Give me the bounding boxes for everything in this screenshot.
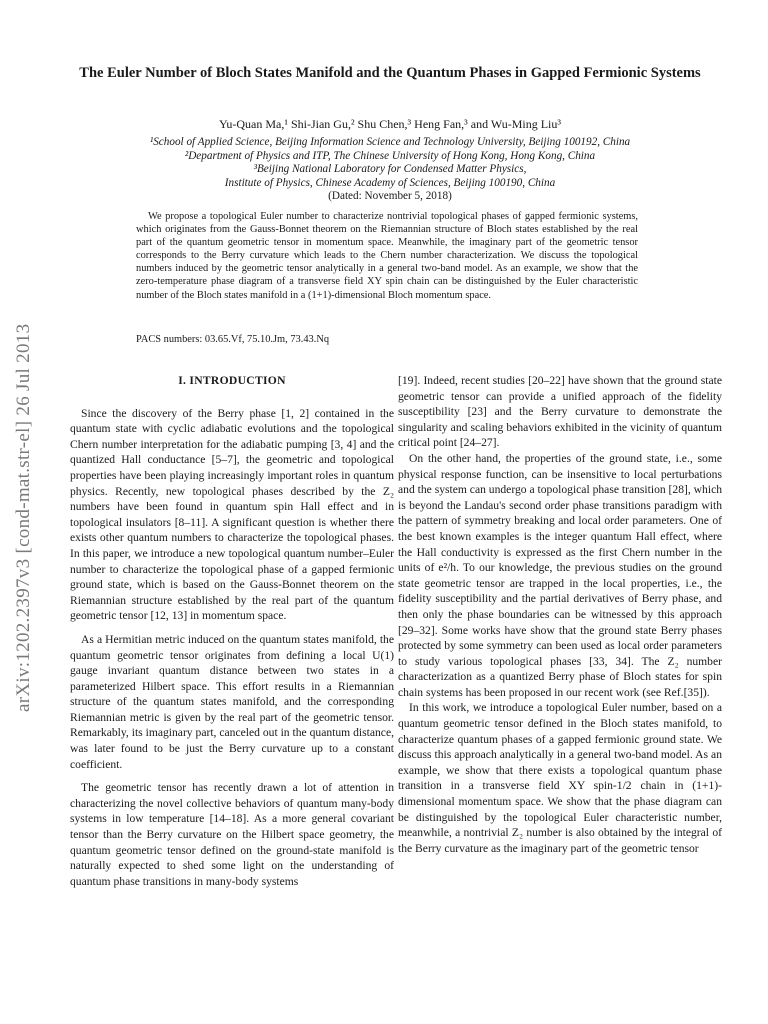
pacs-numbers: PACS numbers: 03.65.Vf, 75.10.Jm, 73.43.Nq	[136, 334, 330, 345]
arxiv-identifier: arXiv:1202.2397v3 [cond-mat.str-el] 26 Jul 2013	[13, 323, 34, 712]
paper-title: The Euler Number of Bloch States Manifold and the Quantum Phases in Gapped Fermionic Systems	[79, 65, 701, 81]
paragraph: On the other hand, the properties of the ground state, i.e., some physical response function, can be insensitive to local perturbations and the system can undergo a topological phase transition [28], which is beyond the Landau's second order phase transitions paradigm with the pattern of symmetry breaking and local order parameters. One of the best known examples is the integer quantum Hall effect, where the Hall conductivity is expressed as the first Chern number in the units of e²/h. To our knowledge, the previous studies on the ground state geometric tensor are trapped in the local properties, i.e., the fidelity susceptibility and the partial derivatives of Berry phase, and then only the phase boundaries can be witnessed by this approach [29–32]. Some works have show that the ground state Berry phases protected by some symmetry can been used as local order parameters to study various topological phases [33, 34]. The Z₂ number characterization as a quantized Berry phase of Bloch states for spin chain systems has been proposed in our recent work (see Ref.[35]).	[398, 451, 723, 699]
left-column	[70, 373, 394, 889]
section-heading: I. INTRODUCTION	[178, 374, 286, 387]
paragraph: Since the discovery of the Berry phase [1, 2] contained in the quantum state with cyclic adiabatic evolutions and the topological Chern number interpretation for the adiabatic pumping [3, 4] and the quantized Hall conductance [5–7], the geometric and topological properties have been playing increasingly important roles in quantum physics. Recently, new topological phases described by the Z₂ numbers have been found in quantum spin Hall effect and in topological insulators [8–11]. A significant question is whether there exists other quantum numbers to characterize the topological phases. In this paper, we introduce a new topological quantum number–Euler number to characterize the topological phase of a gapped fermionic ground state, which is based on the Gauss-Bonnet theorem on the Riemannian structure established by the real part of the quantum geometric tensor [12, 13] in momentum space.	[70, 406, 394, 623]
affiliation-line: ²Department of Physics and ITP, The Chinese University of Hong Kong, Hong Kong, China	[184, 149, 596, 162]
right-column	[398, 373, 722, 856]
affiliations	[70, 136, 710, 190]
paragraph: In this work, we introduce a topological Euler number, based on a quantum geometric tensor defined in the Bloch states manifold, to characterize quantum phases of a gapped fermionic ground state. We discuss this approach analytically in a general two-band model. As an example, we show that there exists a topological quantum phase transition in a transverse field XY spin-1/2 chain in (1+1)-dimensional momentum space. We show that the phase diagram can be distinguished by the topological Euler characteristic number, meanwhile, a nontrivial Z₂ number is also obtained by the integral of the Berry curvature as the imaginary part of the geometric tensor	[398, 701, 722, 855]
date-line: (Dated: November 5, 2018)	[328, 190, 452, 202]
author-list: Yu-Quan Ma,¹ Shi-Jian Gu,² Shu Chen,³ Heng Fan,³ and Wu-Ming Liu³	[219, 117, 561, 131]
abstract: We propose a topological Euler number to characterize nontrivial topological phases of gapped fermionic systems, which originates from the Gauss-Bonnet theorem on the Riemannian structure of Bloch states established by the real part of the quantum geometric tensor in momentum space. Meanwhile, the imaginary part of the geometric tensor corresponds to the Berry curvature which leads to the Chern number characterization. We discuss the topological numbers induced by the geometric tensor analytically in a general two-band model. As an example, we show that the zero-temperature phase diagram of a transverse field XY spin chain can be distinguished by the Euler characteristic number of the Bloch states manifold in a (1+1)-dimensional Bloch momentum space.	[136, 211, 638, 301]
affiliation-line: ³Beijing National Laboratory for Condensed Matter Physics,	[253, 163, 527, 176]
paragraph: As a Hermitian metric induced on the quantum states manifold, the quantum geometric tensor originates from defining a local U(1) gauge invariant quantum distance between two states in a parameterized Hilbert space. This effort results in a Riemannian structure of the quantum states manifold, and the corresponding Riemannian metric is given by the real part of the geometric tensor. Remarkably, its imaginary part, canceled out in the quantum distance, was later found to be just the Berry curvature up to a constant coefficient.	[70, 632, 394, 771]
affiliation-line: ¹School of Applied Science, Beijing Information Science and Technology University, Beijing 100192, China	[149, 136, 631, 148]
paragraph: [19]. Indeed, recent studies [20–22] have shown that the ground state geometric tensor can provide a unified approach of the fidelity susceptibility [23] and the Berry curvature to demonstrate the singularity and scaling behaviors exhibited in the vicinity of quantum critical point [24–27].	[398, 374, 722, 450]
paragraph: The geometric tensor has recently drawn a lot of attention in characterizing the novel collective behaviors of quantum many-body systems in low temperature [14–18]. As a more general covariant tensor than the Berry curvature on the Hilbert space geometry, the quantum geometric tensor defined on the ground-state manifold is naturally expected to shed some light on the understanding of quantum phase transitions in many-body systems	[70, 781, 394, 888]
affiliation-line: Institute of Physics, Chinese Academy of Sciences, Beijing 100190, China	[224, 176, 556, 189]
